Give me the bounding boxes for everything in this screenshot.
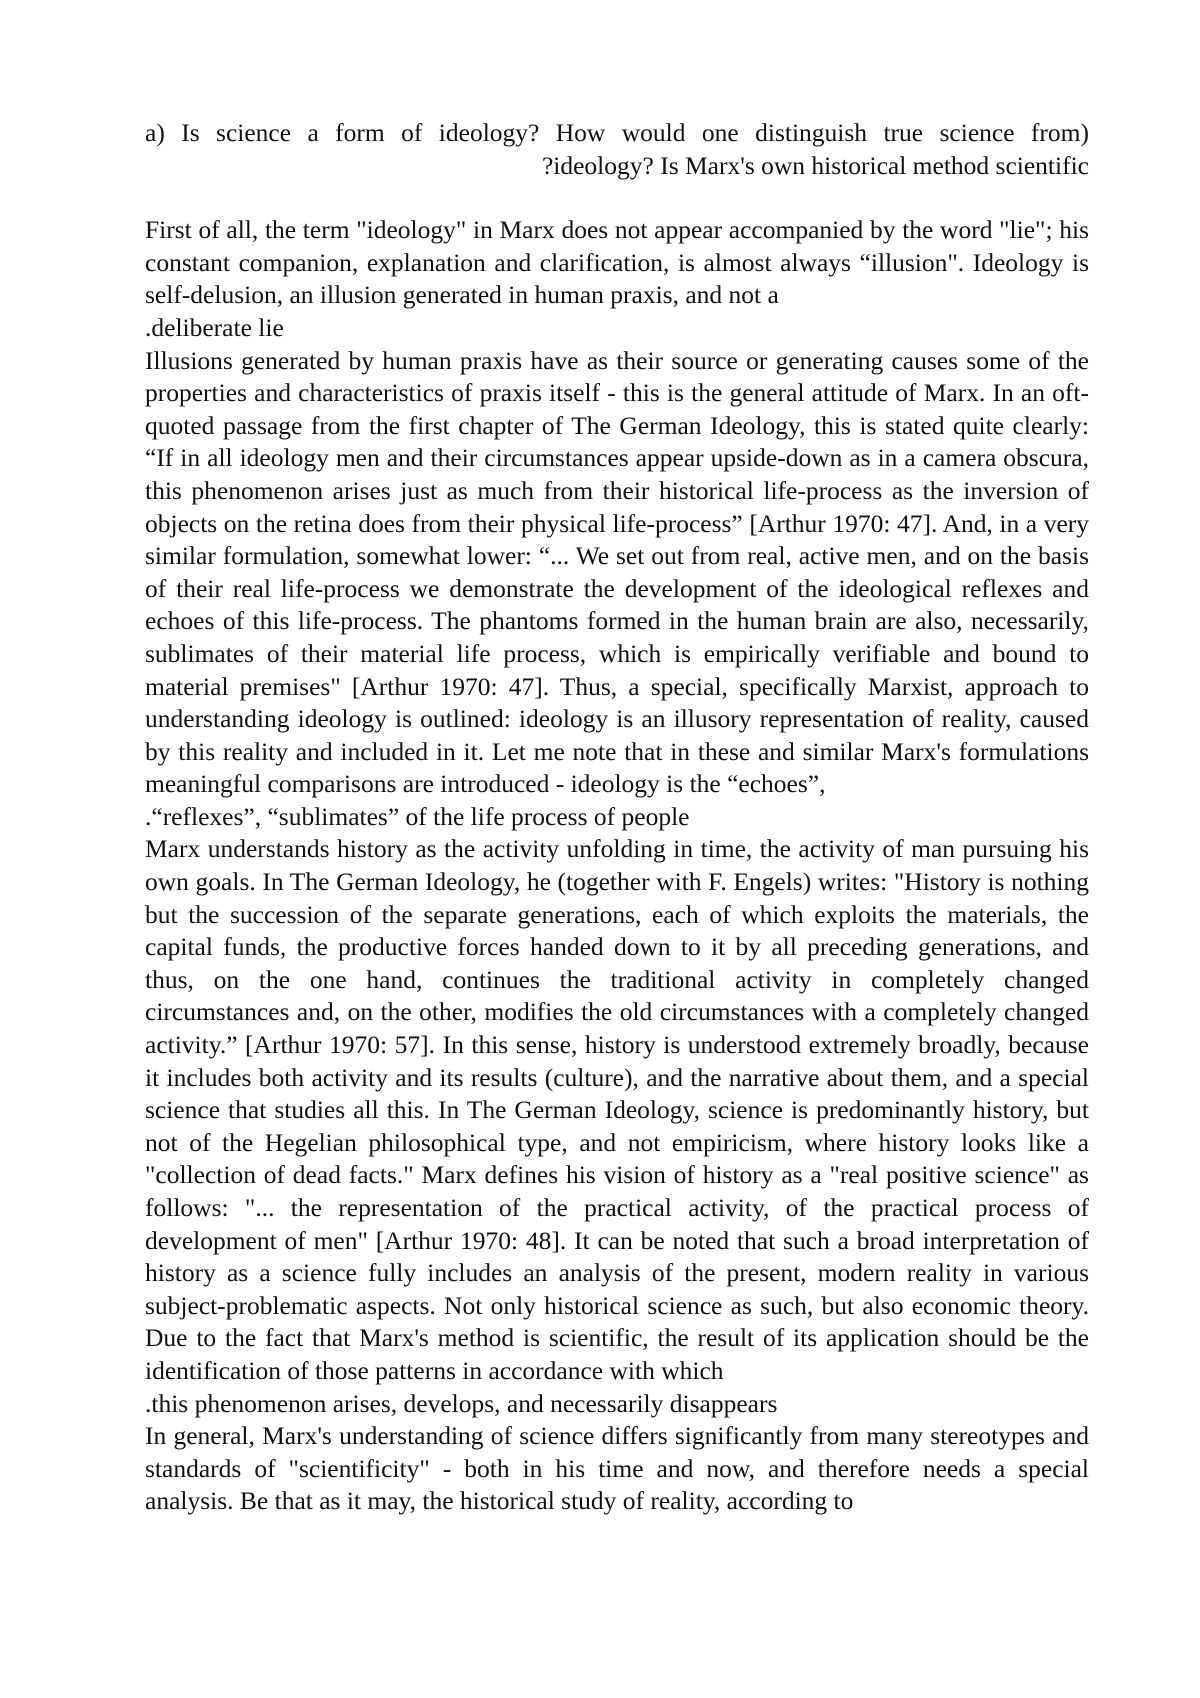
paragraph-2-last-line: .“reflexes”, “sublimates” of the life process of people (145, 801, 690, 831)
paragraph-1-last-line: .deliberate lie (145, 312, 284, 342)
paragraph-1-text: First of all, the term "ideology" in Marx does not appear accompanied by the word "lie"; his constant companion, explanation and clarification, is almost always “illusion". Ideology is self-delusion, an illusion generated in human praxis, and not a (145, 215, 1089, 310)
paragraph-3 (145, 833, 1089, 1420)
document-body (145, 117, 1089, 1518)
question-line-2: ?ideology? Is Marx's own historical method scientific (541, 150, 1089, 180)
paragraph-4-text: In general, Marx's understanding of science differs significantly from many stereotypes and standards of "scientificity" - both in his time and now, and therefore needs a special analysis. Be that as it may, the historical study of reality, according to (145, 1421, 1089, 1516)
paragraph-1 (145, 214, 1089, 344)
paragraph-2 (145, 345, 1089, 834)
question-line-1: a) Is science a form of ideology? How would one distinguish true science from) (145, 118, 1089, 147)
question-heading (145, 117, 1089, 182)
paragraph-3-last-line: .this phenomenon arises, develops, and necessarily disappears (145, 1388, 778, 1418)
paragraph-4 (145, 1420, 1089, 1518)
paragraph-3-text: Marx understands history as the activity unfolding in time, the activity of man pursuing his own goals. In The German Ideology, he (together with F. Engels) writes: "History is nothing but the succession of the separate generations, each of which exploits the materials, the capital funds, the productive forces handed down to it by all preceding generations, and thus, on the one hand, continues the traditional activity in completely changed circumstances and, on the other, modifies the old circumstances with a completely changed activity.” [Arthur 1970: 57]. In this sense, history is understood extremely broadly, because it includes both activity and its results (culture), and the narrative about them, and a special science that studies all this. In The German Ideology, science is predominantly history, but not of the Hegelian philosophical type, and not empiricism, where history looks like a "collection of dead facts." Marx defines his vision of history as a "real positive science" as follows: "... the representation of the practical activity, of the practical process of development of men" [Arthur 1970: 48]. It can be noted that such a broad interpretation of history as a science fully includes an analysis of the present, modern reality in various subject-problematic aspects. Not only historical science as such, but also economic theory. Due to the fact that Marx's method is scientific, the result of its application should be the identification of those patterns in accordance with which (145, 834, 1089, 1385)
paragraph-2-text: Illusions generated by human praxis have as their source or generating causes some of the properties and characteristics of praxis itself - this is the general attitude of Marx. In an oft-quoted passage from the first chapter of The German Ideology, this is stated quite clearly: “If in all ideology men and their circumstances appear upside-down as in a camera obscura, this phenomenon arises just as much from their historical life-process as the inversion of objects on the retina does from their physical life-process” [Arthur 1970: 47]. And, in a very similar formulation, somewhat lower: “... We set out from real, active men, and on the basis of their real life-process we demonstrate the development of the ideological reflexes and echoes of this life-process. The phantoms formed in the human brain are also, necessarily, sublimates of their material life process, which is empirically verifiable and bound to material premises" [Arthur 1970: 47]. Thus, a special, specifically Marxist, approach to understanding ideology is outlined: ideology is an illusory representation of reality, caused by this reality and included in it. Let me note that in these and similar Marx's formulations meaningful comparisons are introduced - ideology is the “echoes”, (145, 345, 1089, 799)
